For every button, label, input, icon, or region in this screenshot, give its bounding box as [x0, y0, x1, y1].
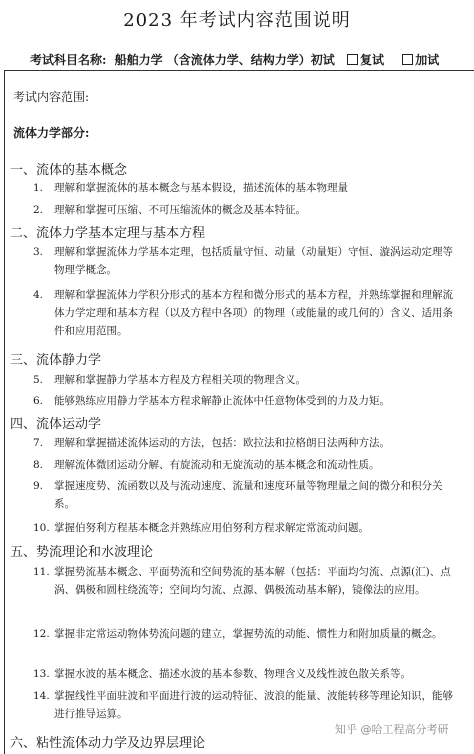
item-text: 理解和掌握可压缩、不可压缩流体的概念及基本特征。: [54, 204, 306, 216]
extra-test-label: 加试: [415, 53, 440, 67]
list-item: [33, 286, 463, 340]
list-item: [33, 434, 463, 452]
item-number: 10.: [33, 522, 50, 534]
section-heading: 二、流体力学基本定理与基本方程: [10, 226, 206, 241]
item-text: 掌握线性平面驻波和平面进行波的运动特征、波浪的能量、波能转移等理论知识，能够进行推导运算。: [54, 690, 453, 720]
section-heading: 六、粘性流体动力学及边界层理论: [10, 736, 206, 751]
list-item: [33, 201, 463, 219]
item-text: 掌握非定常运动物体势流问题的建立，掌握势流的动能、惯性力和附加质量的概念。: [54, 628, 443, 640]
item-number: 13.: [33, 668, 50, 680]
section-heading: 一、流体的基本概念: [10, 163, 128, 178]
list-item: [33, 625, 463, 643]
retest-checkbox: [347, 54, 358, 65]
page-title: 2023 年考试内容范围说明: [123, 10, 351, 31]
subject-line: [30, 51, 474, 68]
item-number: 9.: [33, 480, 44, 492]
list-item: [33, 477, 463, 513]
item-text: 理解和掌握流体力学基本定理，包括质量守恒、动量（动量矩）守恒、漩涡运动定理等物理学概念。: [54, 246, 453, 276]
section-heading: 五、势流理论和水波理论: [10, 545, 154, 560]
item-text: 能够熟练应用静力学基本方程求解静止流体中任意物体受到的力及力矩。: [54, 395, 390, 407]
list-item: [33, 243, 463, 279]
exam-type-options: [343, 53, 439, 67]
subject-label: 考试科目名称:: [30, 53, 107, 67]
item-text: 理解流体微团运动分解、有旋流动和无旋流动的基本概念和流动性质。: [54, 459, 380, 471]
list-item: [33, 563, 463, 599]
item-text: 掌握势流基本概念、平面势流和空间势流的基本解（包括：平面均匀流、点源(汇)、点涡、偶极和圆柱绕流等；空间均匀流、点源、偶极流动基本解)，镜像法的应用。: [54, 566, 451, 596]
item-number: 5.: [33, 374, 44, 386]
item-number: 12.: [33, 628, 50, 640]
extra-test-checkbox: [402, 54, 413, 65]
item-number: 1.: [33, 182, 44, 194]
item-text: 掌握水波的基本概念、描述水波的基本参数、物理含义及线性波色散关系等。: [54, 668, 411, 680]
item-number: 8.: [33, 459, 44, 471]
section-heading: 四、流体运动学: [10, 417, 102, 432]
list-item: [33, 371, 463, 389]
section-heading: 三、流体静力学: [10, 353, 102, 368]
item-number: 3.: [33, 246, 44, 258]
item-number: 11.: [33, 566, 50, 578]
item-text: 理解和掌握静力学基本方程及方程相关项的物理含义。: [54, 374, 306, 386]
subject-name: 船舶力学 （含流体力学、结构力学）初试: [114, 53, 335, 67]
list-item: [33, 179, 463, 197]
item-number: 7.: [33, 437, 44, 449]
item-number: 14.: [33, 690, 50, 702]
watermark: 知乎 @哈工程高分考研: [332, 720, 452, 738]
item-number: 4.: [33, 289, 44, 301]
list-item: [33, 687, 463, 723]
item-number: 2.: [33, 204, 44, 216]
item-text: 理解和掌握流体力学积分形式的基本方程和微分形式的基本方程，并熟练掌握和理解流体力学定理和基本方程（以及方程中各项）的物理（或能量的或几何的）含义、适用条件和应用范围。: [54, 289, 453, 337]
scope-heading: 考试内容范围:: [13, 90, 90, 104]
retest-label: 复试: [360, 53, 385, 67]
item-text: 理解和掌握描述流体运动的方法，包括：欧拉法和拉格朗日法两种方法。: [54, 437, 390, 449]
list-item: [33, 456, 463, 474]
list-item: [33, 392, 463, 410]
item-text: 理解和掌握流体的基本概念与基本假设，描述流体的基本物理量: [54, 182, 348, 194]
item-text: 掌握伯努利方程基本概念并熟练应用伯努利方程求解定常流动问题。: [54, 522, 369, 534]
item-text: 掌握速度势、流函数以及与流动速度、流量和速度环量等物理量之间的微分和积分关系。: [54, 480, 443, 510]
list-item: [33, 519, 463, 537]
list-item: [33, 665, 463, 683]
item-number: 6.: [33, 395, 44, 407]
part-heading: 流体力学部分:: [13, 126, 90, 140]
